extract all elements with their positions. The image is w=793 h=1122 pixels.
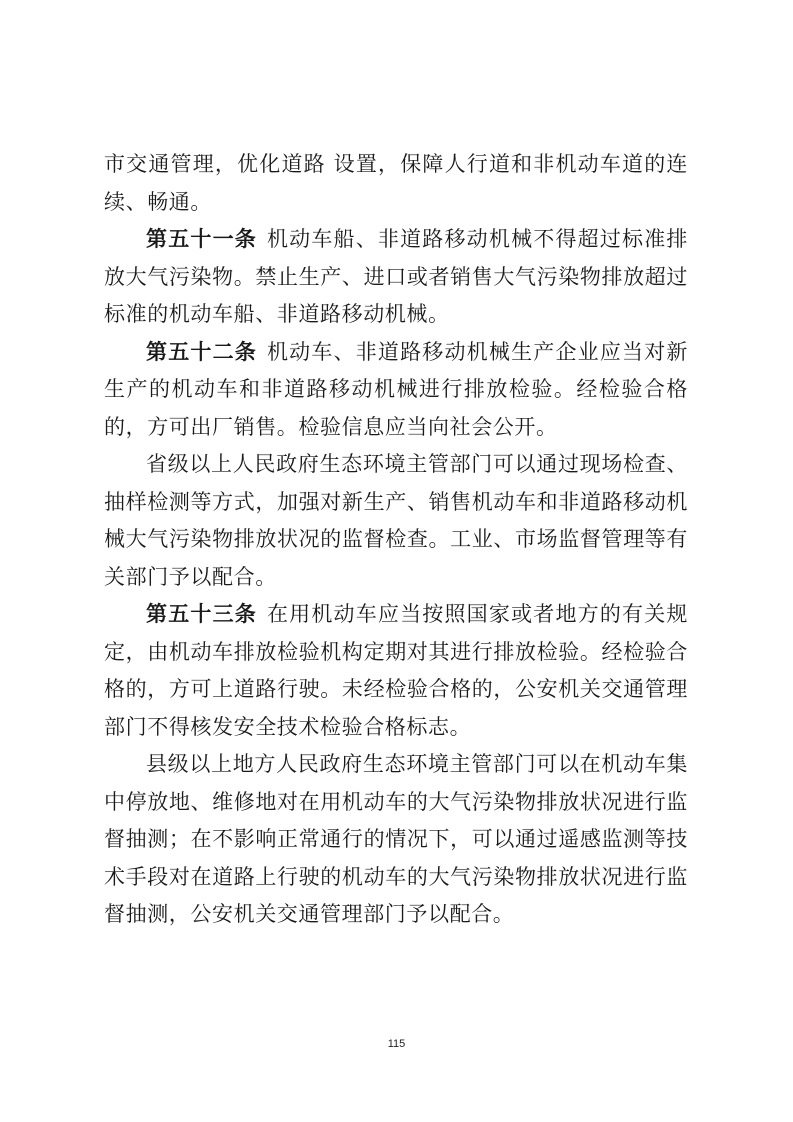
article-number: 第五十二条 xyxy=(146,339,257,364)
paragraph-text: 机动车、非道路移动机械生产企业应当对新生产的机动车和非道路移动机械进行排放检验。经检验合格的，方可出厂销售。检验信息应当向社会公开。 xyxy=(104,339,689,439)
article-53-paragraph xyxy=(104,596,688,746)
article-52-paragraph xyxy=(104,334,688,447)
document-body xyxy=(104,146,688,934)
page-number: 115 xyxy=(387,1038,406,1050)
paragraph-text: 县级以上地方人民政府生态环境主管部门可以在机动车集中停放地、维修地对在用机动车的大气污染物排放状况进行监督抽测；在不影响正常通行的情况下，可以通过遥感监测等技术手段对在道路上行驶的机动车的大气污染物排放状况进行监督抽测，公安机关交通管理部门予以配合。 xyxy=(104,752,688,926)
article-51-paragraph xyxy=(104,221,688,334)
paragraph-text: 市交通管理，优化道路 设置，保障人行道和非机动车道的连续、畅通。 xyxy=(104,152,688,214)
article-number: 第五十一条 xyxy=(146,227,257,251)
paragraph-continuation xyxy=(104,146,688,221)
paragraph-text: 机动车船、非道路移动机械不得超过标准排放大气污染物。禁止生产、进口或者销售大气污染物排放超过标准的机动车船、非道路移动机械。 xyxy=(104,227,689,326)
article-number: 第五十三条 xyxy=(146,602,257,626)
paragraph-text: 省级以上人民政府生态环境主管部门可以通过现场检查、抽样检测等方式，加强对新生产、销售机动车和非道路移动机械大气污染物排放状况的监督检查。工业、市场监督管理等有关部门予以配合。 xyxy=(104,452,688,589)
article-52-paragraph-2 xyxy=(104,446,688,596)
paragraph-text: 在用机动车应当按照国家或者地方的有关规定，由机动车排放检验机构定期对其进行排放检验。经检验合格的，方可上道路行驶。未经检验合格的，公安机关交通管理部门不得核发安全技术检验合格标志。 xyxy=(104,602,689,739)
article-53-paragraph-2 xyxy=(104,746,688,934)
